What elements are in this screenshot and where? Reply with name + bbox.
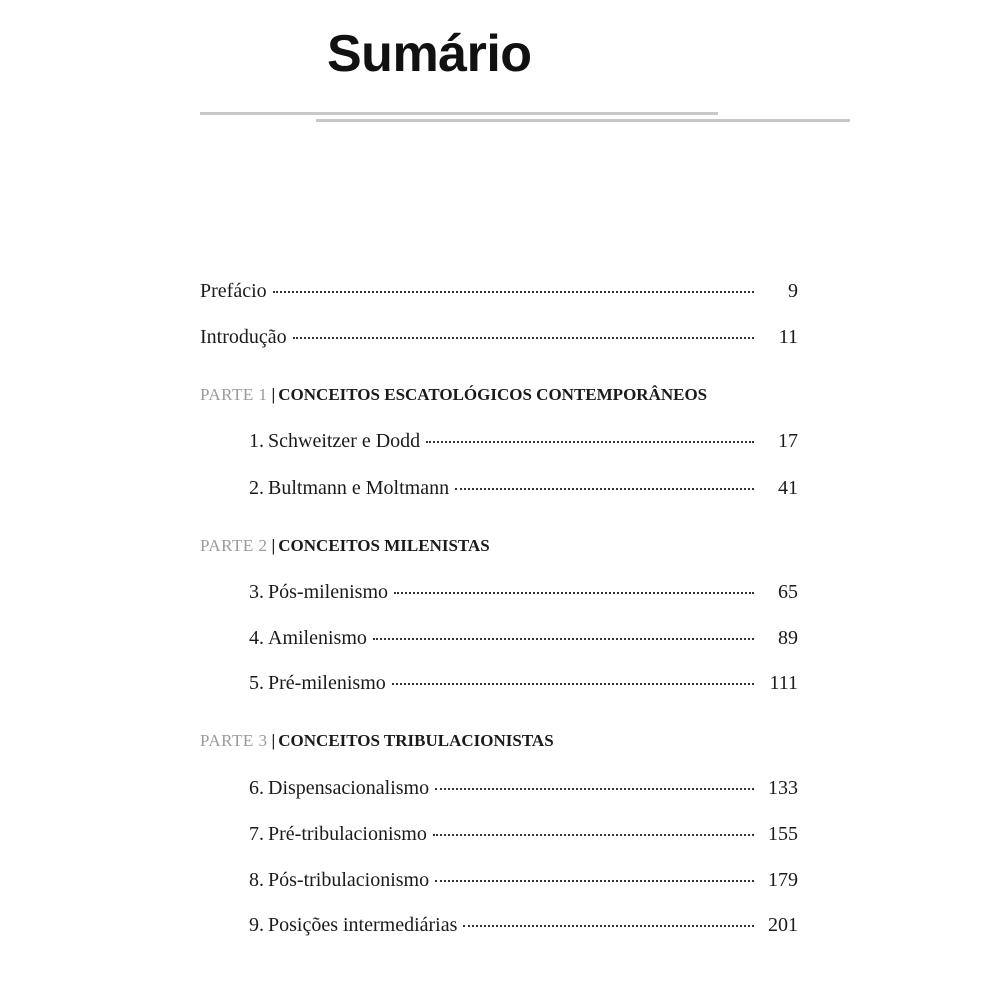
chapter-title: Bultmann e Moltmann: [268, 477, 450, 499]
chapter-page: 179: [768, 869, 798, 891]
chapter-page: 65: [778, 581, 798, 603]
chapter-page: 89: [778, 627, 798, 649]
page-title: Sumário: [327, 25, 532, 83]
toc-entry-prefacio: [200, 278, 798, 304]
chapter-title: Pós-milenismo: [268, 581, 389, 603]
toc-chapter-4: [249, 625, 798, 651]
chapter-page: 155: [768, 823, 798, 845]
dot-leader: [455, 488, 754, 490]
chapter-number: 7.: [249, 823, 264, 845]
part-separator: |: [271, 731, 276, 750]
chapter-title: Dispensacionalismo: [268, 777, 430, 799]
dot-leader: [394, 592, 754, 594]
toc-chapter-9: [249, 912, 798, 938]
part-label: PARTE 2: [200, 536, 268, 555]
toc-entry-page: 11: [778, 326, 798, 348]
toc-chapter-7: [249, 821, 798, 847]
chapter-title: Schweitzer e Dodd: [268, 430, 421, 452]
toc-chapter-3: [249, 579, 798, 605]
chapter-title: Amilenismo: [268, 627, 367, 649]
chapter-title: Posições intermediárias: [268, 914, 458, 936]
chapter-title: Pós-tribulacionismo: [268, 869, 430, 891]
chapter-title: Pré-milenismo: [268, 672, 386, 694]
toc-chapter-1: [249, 428, 798, 454]
dot-leader: [433, 834, 754, 836]
chapter-number: 9.: [249, 914, 264, 936]
chapter-page: 201: [768, 914, 798, 936]
chapter-page: 17: [778, 430, 798, 452]
toc-entry-title: Introdução: [200, 326, 287, 348]
dot-leader: [435, 880, 754, 882]
chapter-page: 111: [769, 672, 798, 694]
chapter-page: 133: [768, 777, 798, 799]
part-label: PARTE 1: [200, 385, 268, 404]
chapter-number: 5.: [249, 672, 264, 694]
part-heading-2: [200, 534, 490, 558]
table-of-contents: [200, 0, 798, 1000]
toc-chapter-8: [249, 867, 798, 893]
chapter-number: 8.: [249, 869, 264, 891]
part-title: CONCEITOS ESCATOLÓGICOS CONTEMPORÂNEOS: [278, 385, 708, 404]
chapter-number: 6.: [249, 777, 264, 799]
dot-leader: [392, 683, 754, 685]
chapter-number: 1.: [249, 430, 264, 452]
part-heading-3: [200, 729, 554, 753]
dot-leader: [373, 638, 754, 640]
part-heading-1: [200, 383, 707, 407]
part-label: PARTE 3: [200, 731, 268, 750]
chapter-number: 2.: [249, 477, 264, 499]
part-separator: |: [271, 536, 276, 555]
dot-leader: [273, 291, 754, 293]
dot-leader: [463, 925, 754, 927]
chapter-title: Pré-tribulacionismo: [268, 823, 427, 845]
dot-leader: [293, 337, 754, 339]
chapter-page: 41: [778, 477, 798, 499]
chapter-number: 4.: [249, 627, 264, 649]
chapter-number: 3.: [249, 581, 264, 603]
part-title: CONCEITOS MILENISTAS: [278, 536, 490, 555]
dot-leader: [426, 441, 754, 443]
part-title: CONCEITOS TRIBULACIONISTAS: [278, 731, 554, 750]
toc-chapter-6: [249, 775, 798, 801]
dot-leader: [435, 788, 754, 790]
part-separator: |: [271, 385, 276, 404]
toc-chapter-2: [249, 475, 798, 501]
toc-entry-title: Prefácio: [200, 280, 267, 302]
toc-entry-page: 9: [788, 280, 798, 302]
toc-chapter-5: [249, 670, 798, 696]
toc-entry-introducao: [200, 324, 798, 350]
